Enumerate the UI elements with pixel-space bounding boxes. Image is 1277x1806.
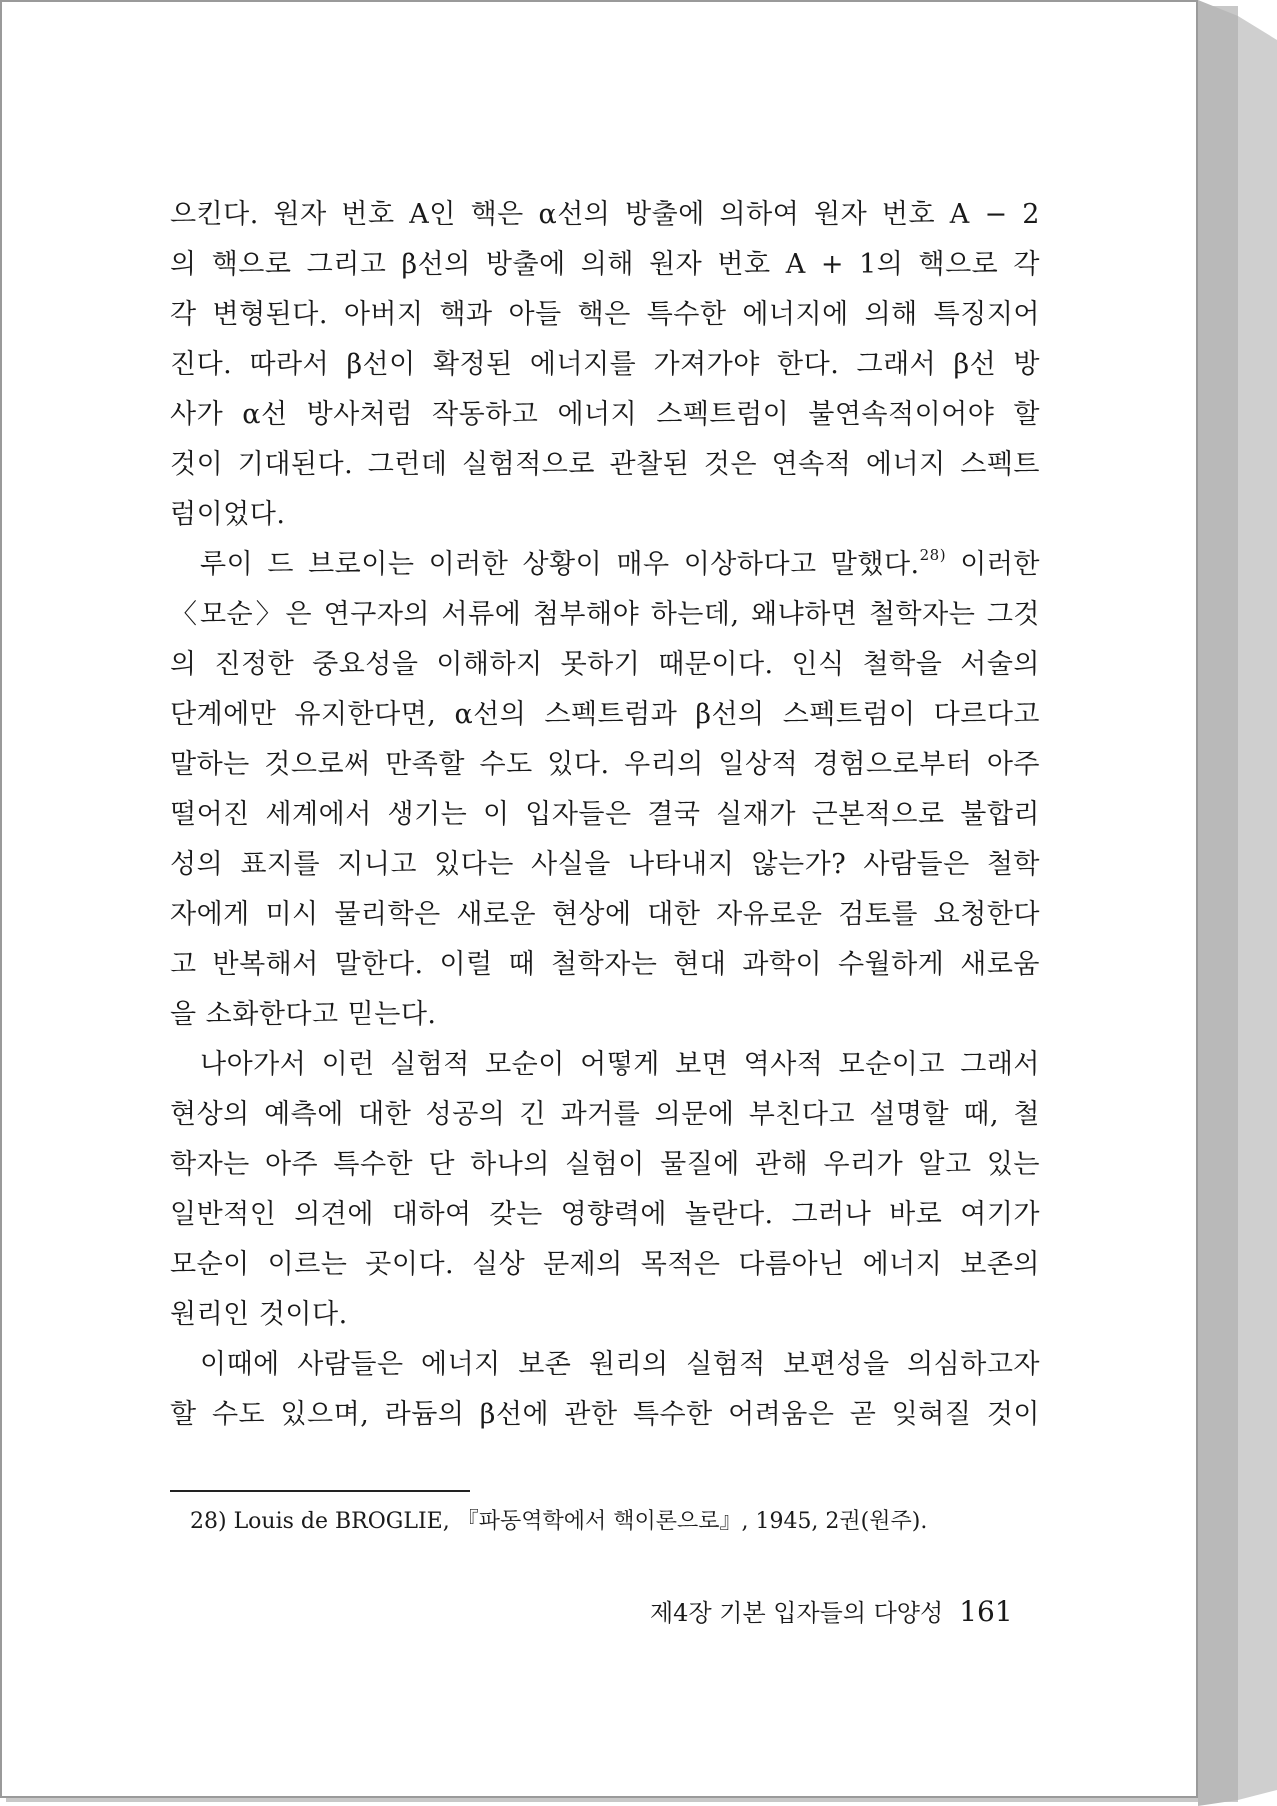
- text-line-with-footnote: [170, 540, 1040, 590]
- text-line: 할 수도 있으며, 라듐의 β선에 관한 특수한 어려움은 곧 잊혀질 것이: [170, 1399, 1040, 1430]
- text-line: 것이 기대된다. 그런데 실험적으로 관찰된 것은 연속적 에너지 스펙트: [170, 449, 1040, 480]
- page-number: 161: [959, 1595, 1013, 1628]
- text-line: 의 핵으로 그리고 β선의 방출에 의해 원자 번호 A + 1의 핵으로 각: [170, 249, 1040, 280]
- text-line: 나아가서 이런 실험적 모순이 어떻게 보면 역사적 모순이고 그래서: [200, 1049, 1040, 1080]
- page-edge-stack: [1198, 0, 1277, 1806]
- text-line: 단계에만 유지한다면, α선의 스펙트럼과 β선의 스펙트럼이 다르다고: [170, 699, 1040, 730]
- text-line: 떨어진 세계에서 생기는 이 입자들은 결국 실재가 근본적으로 불합리: [170, 799, 1040, 830]
- footnote-divider: [170, 1490, 470, 1492]
- running-footer: [650, 1592, 1013, 1633]
- text-line: 원리인 것이다.: [170, 1299, 348, 1330]
- body-text: [170, 190, 1040, 1440]
- text-line: 고 반복해서 말한다. 이럴 때 철학자는 현대 과학이 수월하게 새로움: [170, 949, 1040, 980]
- text-line: 으킨다. 원자 번호 A인 핵은 α선의 방출에 의하여 원자 번호 A − 2: [170, 199, 1040, 230]
- text-line: 모순이 이르는 곳이다. 실상 문제의 목적은 다름아닌 에너지 보존의: [170, 1249, 1040, 1280]
- text-line: 진다. 따라서 β선이 확정된 에너지를 가져가야 한다. 그래서 β선 방: [170, 349, 1040, 380]
- text-line: 이때에 사람들은 에너지 보존 원리의 실험적 보편성을 의심하고자: [200, 1349, 1040, 1380]
- text-line: 말하는 것으로써 만족할 수도 있다. 우리의 일상적 경험으로부터 아주: [170, 749, 1040, 780]
- footnote-reference[interactable]: 28): [919, 546, 947, 564]
- text-line: 의 진정한 중요성을 이해하지 못하기 때문이다. 인식 철학을 서술의: [170, 649, 1040, 680]
- chapter-title: 제4장 기본 입자들의 다양성: [650, 1599, 944, 1627]
- text-line: 〈모순〉은 연구자의 서류에 첨부해야 하는데, 왜냐하면 철학자는 그것: [170, 599, 1040, 630]
- text-line: 현상의 예측에 대한 성공의 긴 과거를 의문에 부친다고 설명할 때, 철: [170, 1099, 1040, 1130]
- text-line: 각 변형된다. 아버지 핵과 아들 핵은 특수한 에너지에 의해 특징지어: [170, 299, 1040, 330]
- text-segment: 루이 드 브로이는 이러한 상황이 매우 이상하다고 말했다.: [200, 549, 920, 580]
- footnote: 28) Louis de BROGLIE, 『파동역학에서 핵이론으로』, 1945, 2권(원주).: [190, 1509, 928, 1534]
- text-line: 사가 α선 방사처럼 작동하고 에너지 스펙트럼이 불연속적이어야 할: [170, 399, 1040, 430]
- text-line: 일반적인 의견에 대하여 갖는 영향력에 놀란다. 그러나 바로 여기가: [170, 1199, 1040, 1230]
- text-line: 을 소화한다고 믿는다.: [170, 999, 437, 1030]
- text-segment: 이러한: [946, 549, 1040, 580]
- text-line: 자에게 미시 물리학은 새로운 현상에 대한 자유로운 검토를 요청한다: [170, 899, 1040, 930]
- text-line: 럼이었다.: [170, 499, 286, 530]
- text-line: 학자는 아주 특수한 단 하나의 실험이 물질에 관해 우리가 알고 있는: [170, 1149, 1040, 1180]
- text-line: 성의 표지를 지니고 있다는 사실을 나타내지 않는가? 사람들은 철학: [170, 849, 1040, 880]
